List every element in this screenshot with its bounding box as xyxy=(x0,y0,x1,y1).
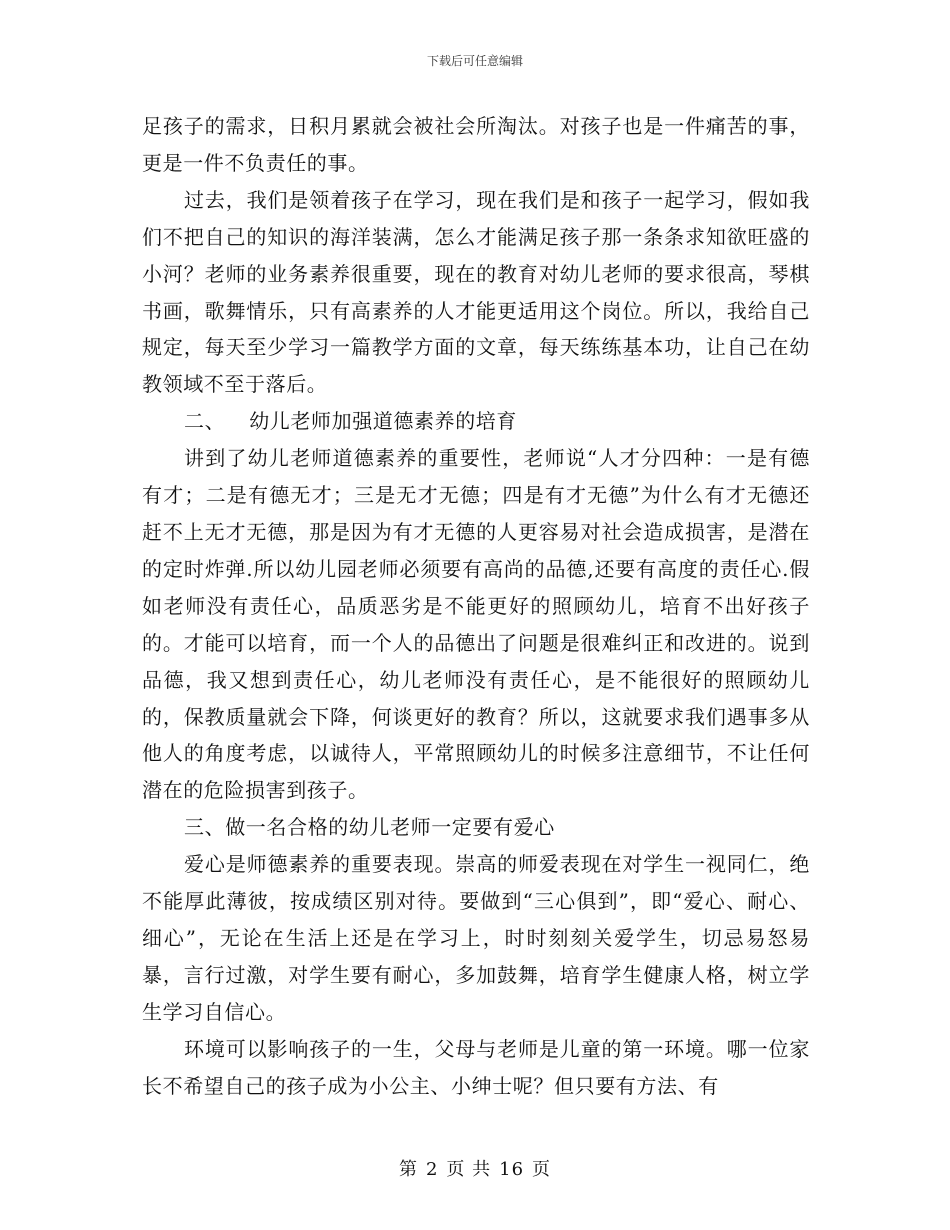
paragraph-learning: 过去，我们是领着孩子在学习，现在我们是和孩子一起学习，假如我们不把自己的知识的海洋装满，怎么才能满足孩子那一条条求知欲旺盛的小河？老师的业务素养很重要，现在的教育对幼儿老师的要求很高，琴棋书画，歌舞情乐，只有高素养的人才能更适用这个岗位。所以，我给自己规定，每天至少学习一篇教学方面的文章，每天练练基本功，让自己在幼教领域不至于落后。 xyxy=(142,187,810,397)
paragraph-love: 爱心是师德素养的重要表现。崇高的师爱表现在对学生一视同仁，绝不能厚此薄彼，按成绩区别对待。要做到“三心俱到”，即“爱心、耐心、细心”，无论在生活上还是在学习上，时时刻刻关爱学生，切忌易怒易暴，言行过激，对学生要有耐心，多加鼓舞，培育学生健康人格，树立学生学习自信心。 xyxy=(142,852,810,1024)
footer-page-number: 2 xyxy=(425,1159,439,1180)
footer-middle: 页 共 xyxy=(446,1159,492,1180)
footer-prefix: 第 xyxy=(398,1159,418,1180)
document-body xyxy=(142,108,810,1104)
section-heading-2-number: 二、 xyxy=(184,409,226,434)
footer-total-pages: 16 xyxy=(499,1159,525,1180)
paragraph-environment: 环境可以影响孩子的一生，父母与老师是儿童的第一环境。哪一位家长不希望自己的孩子成为小公主、小绅士呢？但只要有方法、有 xyxy=(142,1036,810,1098)
section-heading-2-text: 幼儿老师加强道德素养的培育 xyxy=(249,409,518,434)
paragraph-morality: 讲到了幼儿老师道德素养的重要性，老师说“人才分四种：一是有德有才；二是有德无才；三是无才无德；四是有才无德”为什么有才无德还赶不上无才无德，那是因为有才无德的人更容易对社会造成损害，是潜在的定时炸弹.所以幼儿园老师必须要有高尚的品德,还要有高度的责任心.假如老师没有责任心，品质恶劣是不能更好的照顾幼儿，培育不出好孩子的。才能可以培育，而一个人的品德出了问题是很难纠正和改进的。说到品德，我又想到责任心，幼儿老师没有责任心，是不能很好的照顾幼儿的，保教质量就会下降，何谈更好的教育？所以，这就要求我们遇事多从他人的角度考虑，以诚待人，平常照顾幼儿的时候多注意细节，不让任何潜在的危险损害到孩子。 xyxy=(142,446,810,803)
page-footer xyxy=(0,1155,950,1181)
page-header: 下载后可任意编辑 xyxy=(426,54,523,68)
section-heading-2 xyxy=(142,403,810,440)
section-heading-3: 三、做一名合格的幼儿老师一定要有爱心 xyxy=(184,815,555,840)
paragraph-continuation: 足孩子的需求，日积月累就会被社会所淘汰。对孩子也是一件痛苦的事，更是一件不负责任的事。 xyxy=(142,114,810,175)
footer-suffix: 页 xyxy=(532,1159,552,1180)
